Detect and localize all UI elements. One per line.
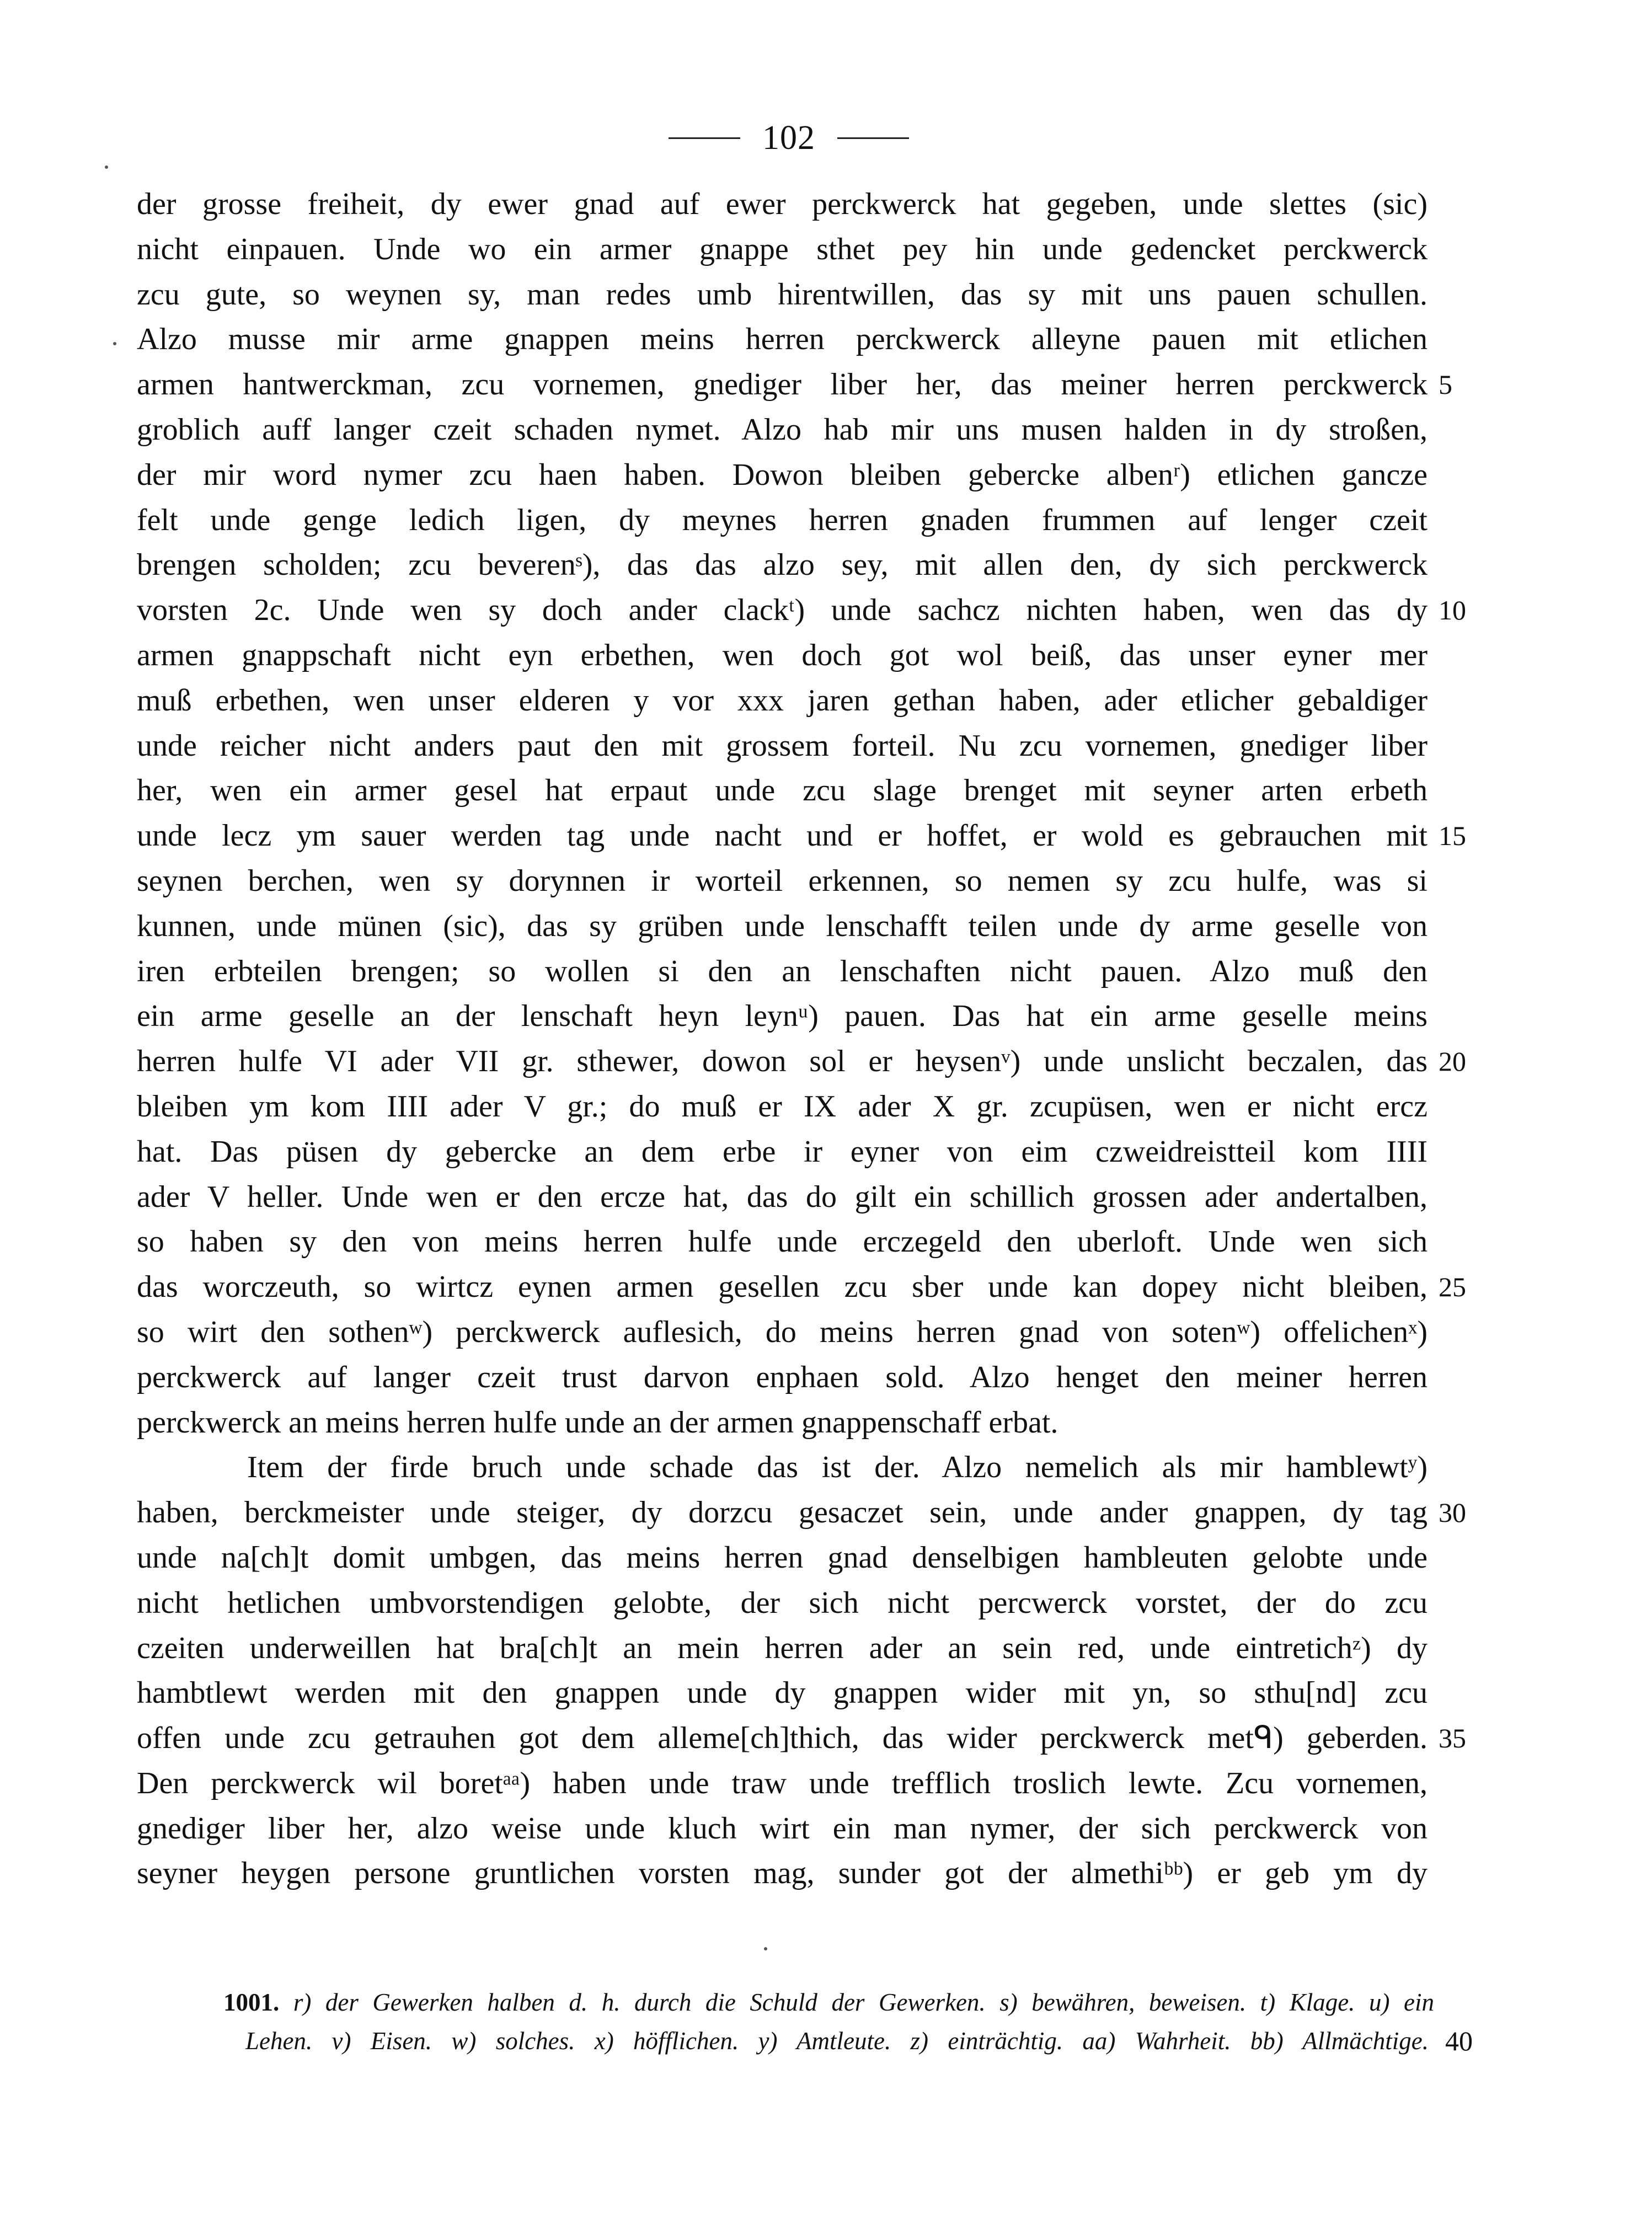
speck-mark (113, 342, 116, 345)
line-text: perckwerck an meins herren hulfe unde an der armen gnappenschaff erbat. (137, 1405, 1058, 1440)
text-line (137, 588, 1466, 633)
line-text: her, wen ein armer gesel hat erpaut unde zcu slage brenget mit seyner arten erbeth (137, 773, 1428, 808)
line-number: 15 (1439, 820, 1466, 852)
text-line (137, 1039, 1466, 1084)
text-line (137, 362, 1452, 408)
line-text: armen hantwerckman, zcu vornemen, gnediger liber her, das meiner herren perckwerck (137, 367, 1428, 402)
line-text: nicht hetlichen umbvorstendigen gelobte, der sich nicht percwerck vorstet, der do zcu (137, 1585, 1428, 1620)
line-text: ein arme geselle an der lenschaft heyn leynᵘ) pauen. Das hat ein arme geselle meins (137, 999, 1428, 1034)
text-line (137, 1310, 1428, 1355)
line-text: hat. Das püsen dy gebercke an dem erbe ir eyner von eim czweidreistteil kom IIII (137, 1134, 1428, 1169)
speck-mark (105, 165, 108, 169)
line-number: 20 (1439, 1046, 1466, 1077)
text-line (137, 1536, 1428, 1581)
line-text: unde na[ch]t domit umbgen, das meins herren gnad denselbigen hambleuten gelobte unde (137, 1540, 1428, 1575)
text-line (137, 1355, 1428, 1401)
footnote-text: Lehen. v) Eisen. w) solches. x) höfflichen. y) Amtleute. z) einträchtig. aa) Wahrheit. bb) Allmächtige. (245, 2027, 1429, 2055)
line-text: bleiben ym kom IIII ader V gr.; do muß er IX ader X gr. zcupüsen, wen er nicht ercz (137, 1089, 1428, 1124)
page-number: 102 (762, 119, 815, 157)
line-text: seynen berchen, wen sy dorynnen ir worteil erkennen, so nemen sy zcu hulfe, was si (137, 863, 1428, 898)
line-text: Alzo musse mir arme gnappen meins herren perckwerck alleyne pauen mit etlichen (137, 322, 1428, 357)
line-text: brengen scholden; zcu beverenˢ), das das alzo sey, mit allen den, dy sich perckwerck (137, 548, 1428, 582)
text-line (137, 724, 1428, 769)
line-text: seyner heygen persone gruntlichen vorsten mag, sunder got der almethiᵇᵇ) er geb ym dy (137, 1856, 1428, 1891)
speck-mark (764, 1947, 767, 1950)
line-text: kunnen, unde münen (sic), das sy grüben unde lenschafft teilen unde dy arme geselle von (137, 908, 1428, 943)
text-line (137, 1401, 1428, 1446)
line-text: so wirt den sothenʷ) perckwerck auflesich, do meins herren gnad von sotenʷ) offelichenˣ) (137, 1314, 1428, 1349)
line-text: unde reicher nicht anders paut den mit grossem forteil. Nu zcu vornemen, gnediger liber (137, 728, 1428, 763)
line-text: felt unde genge ledich ligen, dy meynes herren gnaden frummen auf lenger czeit (137, 503, 1428, 537)
line-number: 30 (1439, 1497, 1466, 1528)
line-text: hambtlewt werden mit den gnappen unde dy gnappen wider mit yn, so sthu[nd] zcu (137, 1676, 1428, 1710)
text-line (137, 1716, 1466, 1761)
line-text: so haben sy den von meins herren hulfe unde erczegeld den uberloft. Unde wen sich (137, 1225, 1428, 1259)
text-line (137, 1130, 1428, 1175)
text-line (137, 859, 1428, 904)
line-text: nicht einpauen. Unde wo ein armer gnappe sthet pey hin unde gedencket perckwerck (137, 232, 1428, 266)
text-line (137, 633, 1428, 678)
line-text: der mir word nymer zcu haen haben. Dowon bleiben gebercke albenʳ) etlichen gancze (137, 457, 1428, 492)
line-number: 25 (1439, 1271, 1466, 1303)
line-text: groblich auff langer czeit schaden nymet. Alzo hab mir uns musen halden in dy stroßen, (137, 412, 1428, 447)
text-line (137, 1084, 1428, 1130)
text-line (137, 1490, 1466, 1536)
header-rule-left (669, 137, 740, 139)
line-text: unde lecz ym sauer werden tag unde nacht und er hoffet, er wold es gebrauchen mit (137, 819, 1428, 853)
line-text: armen gnappschaft nicht eyn erbethen, wen doch got wol beiß, das unser eyner mer (137, 638, 1428, 672)
footnote-number: 1001. (223, 1989, 280, 2016)
line-text: czeiten underweillen hat bra[ch]t an mein herren ader an sein red, unde eintretichᶻ) dy (137, 1631, 1428, 1665)
text-line (137, 182, 1428, 227)
line-text: vorsten 2c. Unde wen sy doch ander clackᵗ) unde sachcz nichten haben, wen das dy (137, 593, 1428, 628)
text-line (137, 678, 1428, 724)
text-line (137, 1445, 1428, 1490)
text-line (137, 1265, 1466, 1310)
text-line (137, 1671, 1428, 1716)
text-line (137, 543, 1428, 588)
line-text: zcu gute, so weynen sy, man redes umb hirentwillen, das sy mit uns pauen schullen. (137, 277, 1428, 312)
line-text: der grosse freiheit, dy ewer gnad auf ewer perckwerck hat gegeben, unde slettes (sic) (137, 187, 1428, 221)
text-line (137, 814, 1466, 859)
line-text: ader V heller. Unde wen er den ercze hat, das do gilt ein schillich grossen ader andertalben, (137, 1179, 1428, 1214)
footnote-line (223, 2022, 1473, 2060)
line-text: iren erbteilen brengen; so wollen si den an lenschaften nicht pauen. Alzo muß den (137, 954, 1428, 988)
main-text (137, 182, 1466, 1896)
header-rule-right (837, 137, 909, 139)
footnote-text: r) der Gewerken halben d. h. durch die Schuld der Gewerken. s) bewähren, beweisen. t) Klage. u) ein (293, 1989, 1435, 2016)
text-line (137, 227, 1428, 272)
page-header (634, 113, 943, 163)
text-line (137, 272, 1428, 318)
text-line (137, 1581, 1428, 1626)
line-number: 10 (1439, 595, 1466, 626)
text-line (137, 1806, 1428, 1852)
text-line (137, 768, 1428, 814)
line-text: offen unde zcu getrauhen got dem alleme[ch]thich, das wider perckwerck metᑫ) geberden. (137, 1721, 1428, 1756)
footnote-line (223, 1983, 1451, 2022)
text-line (137, 1851, 1428, 1896)
text-line (137, 498, 1428, 543)
line-text: Item der firde bruch unde schade das ist der. Alzo nemelich als mir hamblewtʸ) (247, 1450, 1428, 1485)
text-line (137, 994, 1428, 1039)
text-line (137, 949, 1428, 995)
text-line (137, 453, 1428, 498)
line-text: das worczeuth, so wirtcz eynen armen gesellen zcu sber unde kan dopey nicht bleiben, (137, 1270, 1428, 1305)
text-line (137, 904, 1428, 949)
text-line (137, 1175, 1428, 1220)
line-number: 5 (1439, 369, 1452, 400)
text-line (137, 1626, 1428, 1671)
footnotes (223, 1983, 1473, 2060)
line-text: Den perckwerck wil boretᵃᵃ) haben unde traw unde trefflich troslich lewte. Zcu vornemen, (137, 1766, 1428, 1800)
line-text: perckwerck auf langer czeit trust darvon enphaen sold. Alzo henget den meiner herren (137, 1360, 1428, 1394)
text-line (137, 1220, 1428, 1265)
line-text: muß erbethen, wen unser elderen y vor xxx jaren gethan haben, ader etlicher gebaldiger (137, 683, 1428, 718)
text-line (137, 408, 1428, 453)
line-text: haben, berckmeister unde steiger, dy dorzcu gesaczet sein, unde ander gnappen, dy tag (137, 1495, 1428, 1530)
line-number: 40 (1445, 2025, 1473, 2056)
line-text: gnediger liber her, alzo weise unde kluch wirt ein man nymer, der sich perckwerck von (137, 1811, 1428, 1846)
line-number: 35 (1439, 1723, 1466, 1754)
text-line (137, 1761, 1428, 1806)
line-text: herren hulfe VI ader VII gr. sthewer, dowon sol er heysenᵛ) unde unslicht beczalen, das (137, 1044, 1428, 1079)
text-line (137, 317, 1428, 362)
